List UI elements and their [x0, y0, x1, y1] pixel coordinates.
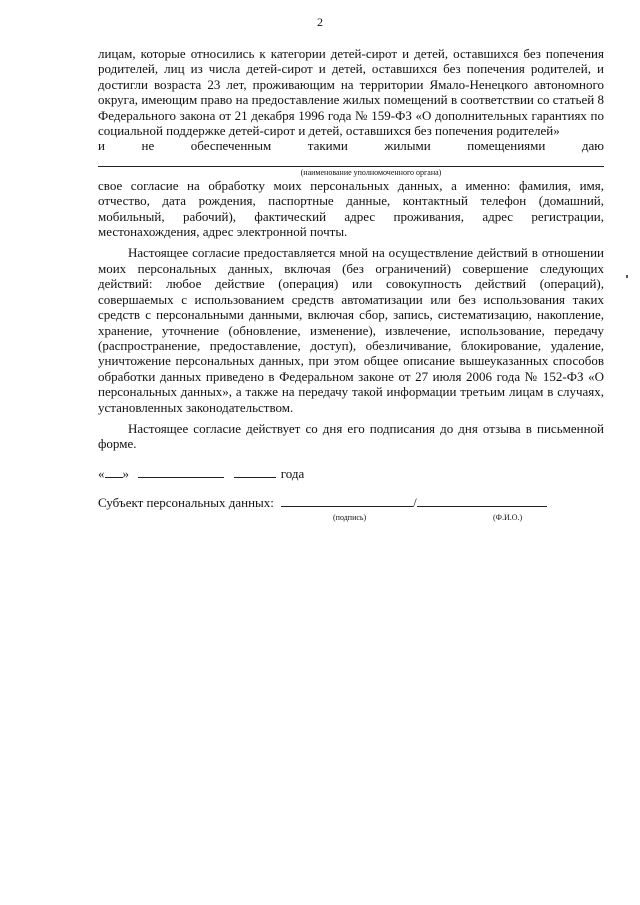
date-year-blank[interactable]	[234, 466, 276, 478]
signature-caption: (подпись)	[333, 513, 367, 522]
paragraph-data-list: свое согласие на обработку моих персональных данных, а именно: фамилия, имя, отчество, дата рождения, паспортные данные, контактный телефон (домашний, мобильный, рабочий), фактический адрес проживания, адрес регистрации, местонахождения, адрес электронной почты.	[98, 177, 604, 240]
paragraph-actions: Настоящее согласие предоставляется мной на осуществление действий в отношении моих персональных данных, включая (без ограничений) совершение следующих действий: любое действие (операция) или совокупность действий (операций), совершаемых с использованием средств автоматизации или без использования таких средств с персональными данными, включая сбор, запись, систематизацию, накопление, хранение, уточнение (обновление, изменение), извлечение, использование, передачу (распространение, предоставление, доступ), обезличивание, блокирование, удаление, уничтожение персональных данных, при этом общее описание вышеуказанных способов обработки данных приведено в Федеральном законе от 27 июля 2006 года № 152-ФЗ «О персональных данных», а также на передачу такой информации третьим лицам в случаях, установленных законодательством.	[98, 245, 604, 415]
page-number: 2	[317, 15, 323, 29]
subject-signature-row	[98, 495, 547, 511]
signature-blank[interactable]	[281, 495, 413, 507]
paragraph-consent-line: и не обеспеченным такими жилыми помещениями даю	[98, 138, 604, 154]
organ-name-caption: (наименование уполномоченного органа)	[300, 167, 442, 177]
organ-name-line[interactable]	[98, 154, 604, 167]
date-close-quote: »	[122, 466, 129, 481]
paragraph-validity: Настоящее согласие действует со дня его подписания до дня отзыва в письменной форме.	[98, 420, 604, 452]
date-suffix: года	[280, 466, 305, 481]
date-open-quote: «	[98, 466, 105, 481]
date-month-blank[interactable]	[138, 466, 224, 478]
margin-mark	[626, 275, 628, 278]
date-day-blank[interactable]	[105, 466, 123, 478]
document-body	[98, 46, 604, 452]
fio-blank[interactable]	[417, 495, 547, 507]
date-field	[98, 466, 304, 482]
slash: /	[413, 495, 417, 510]
subject-label: Субъект персональных данных:	[98, 495, 274, 510]
fio-caption: (Ф.И.О.)	[493, 513, 523, 522]
paragraph-beneficiaries: лицам, которые относились к категории детей-сирот и детей, оставшихся без попечения родителей, лиц из числа детей-сирот и детей, оставшихся без попечения родителей, и достигли возраста 23 лет, проживающим на территории Ямало-Ненецкого автономного округа, имеющим право на предоставление жилых помещений в соответствии со статьей 8 Федерального закона от 21 декабря 1996 года № 159-ФЗ «О дополнительных гарантиях по социальной поддержке детей-сирот и детей, оставшихся без попечения родителей»	[98, 46, 604, 139]
